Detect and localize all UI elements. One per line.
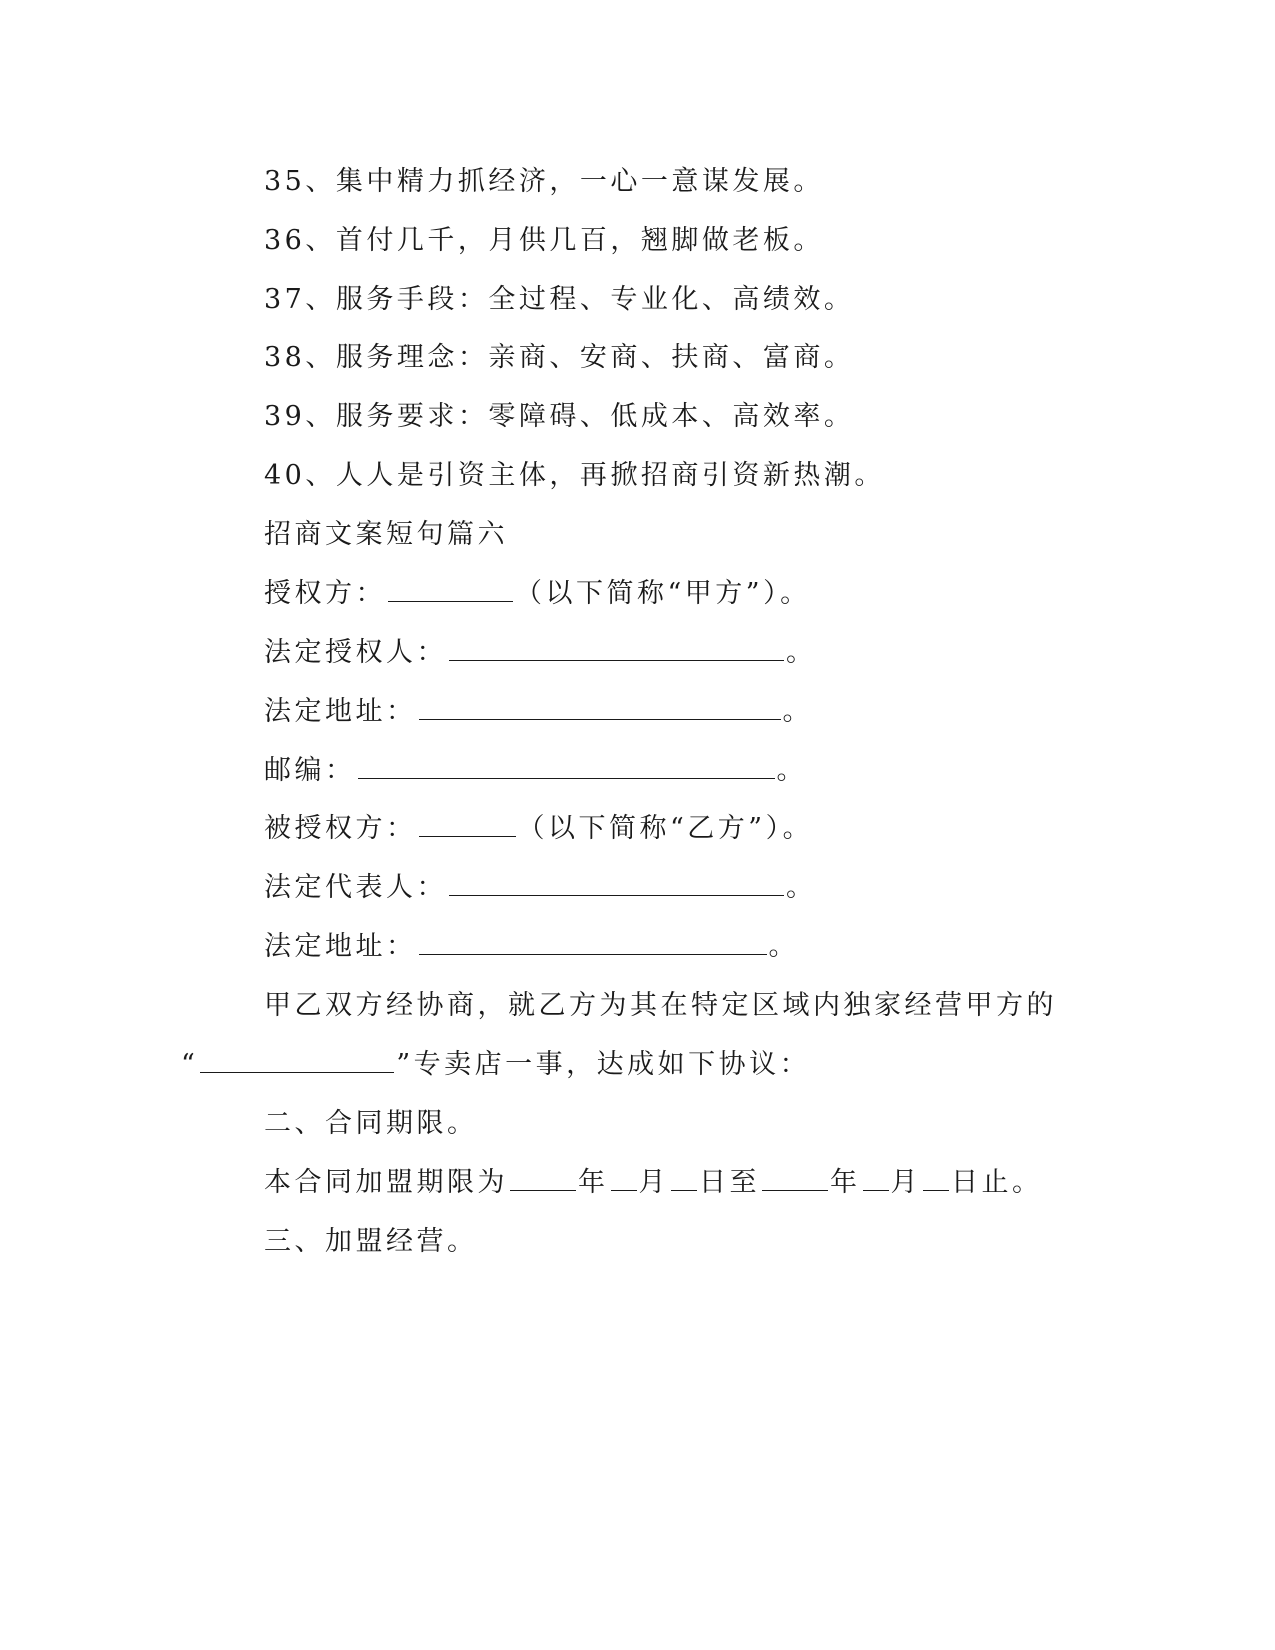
month-label: 月 bbox=[890, 1167, 921, 1198]
grantor-legal-person-blank bbox=[449, 636, 784, 661]
grantor-address-line bbox=[264, 695, 813, 729]
period: 。 bbox=[768, 931, 799, 962]
agreement-line-2 bbox=[181, 1048, 810, 1082]
start-year-blank bbox=[510, 1166, 576, 1191]
period: 。 bbox=[786, 637, 817, 668]
grantee-rep-line bbox=[264, 871, 817, 905]
slogan-37: 37、服务手段：全过程、专业化、高绩效。 bbox=[264, 284, 855, 315]
day-end-label: 日止。 bbox=[951, 1167, 1043, 1198]
slogan-40: 40、人人是引资主体，再掀招商引资新热潮。 bbox=[264, 460, 885, 491]
term-prefix: 本合同加盟期限为 bbox=[264, 1167, 508, 1198]
open-quote: “ bbox=[181, 1049, 199, 1080]
postcode-blank bbox=[358, 754, 775, 779]
postcode-label: 邮编： bbox=[264, 755, 356, 786]
start-day-blank bbox=[671, 1166, 697, 1191]
period: 。 bbox=[782, 696, 813, 727]
grantor-suffix: （以下简称“甲方”）。 bbox=[515, 578, 811, 609]
grantee-suffix: （以下简称“乙方”）。 bbox=[517, 813, 814, 844]
day-to-label: 日至 bbox=[699, 1167, 760, 1198]
slogan-36: 36、首付几千，月供几百，翘脚做老板。 bbox=[264, 225, 824, 256]
grantee-address-label: 法定地址： bbox=[264, 931, 417, 962]
grantee-label: 被授权方： bbox=[264, 813, 417, 844]
store-name-blank bbox=[200, 1048, 394, 1073]
period: 。 bbox=[786, 872, 817, 903]
end-day-blank bbox=[923, 1166, 949, 1191]
grantee-rep-blank bbox=[449, 871, 784, 896]
period: 。 bbox=[776, 755, 807, 786]
slogan-38: 38、服务理念：亲商、安商、扶商、富商。 bbox=[264, 342, 855, 373]
grantor-address-label: 法定地址： bbox=[264, 696, 417, 727]
year-label: 年 bbox=[578, 1167, 609, 1198]
grantor-address-blank bbox=[419, 695, 781, 720]
postcode-line bbox=[264, 754, 807, 788]
grantor-blank bbox=[388, 577, 513, 602]
grantee-rep-label: 法定代表人： bbox=[264, 872, 447, 903]
grantor-legal-person-line bbox=[264, 636, 817, 670]
operation-heading: 三、加盟经营。 bbox=[264, 1226, 478, 1257]
year-label: 年 bbox=[830, 1167, 861, 1198]
grantee-line bbox=[264, 812, 813, 846]
end-year-blank bbox=[762, 1166, 828, 1191]
grantee-address-line bbox=[264, 930, 799, 964]
grantee-address-blank bbox=[419, 930, 767, 955]
grantor-legal-person-label: 法定授权人： bbox=[264, 637, 447, 668]
grantor-line bbox=[264, 577, 811, 611]
agreement-line-2-text: ”专卖店一事，达成如下协议： bbox=[396, 1049, 811, 1080]
grantee-blank bbox=[419, 812, 516, 837]
grantor-label: 授权方： bbox=[264, 578, 386, 609]
section-title: 招商文案短句篇六 bbox=[264, 519, 508, 550]
end-month-blank bbox=[863, 1166, 889, 1191]
term-heading: 二、合同期限。 bbox=[264, 1108, 478, 1139]
agreement-line-1: 甲乙双方经协商，就乙方为其在特定区域内独家经营甲方的 bbox=[264, 990, 1057, 1021]
slogan-35: 35、集中精力抓经济，一心一意谋发展。 bbox=[264, 166, 824, 197]
month-label: 月 bbox=[638, 1167, 669, 1198]
slogan-39: 39、服务要求：零障碍、低成本、高效率。 bbox=[264, 401, 855, 432]
term-line bbox=[264, 1166, 1043, 1200]
start-month-blank bbox=[611, 1166, 637, 1191]
